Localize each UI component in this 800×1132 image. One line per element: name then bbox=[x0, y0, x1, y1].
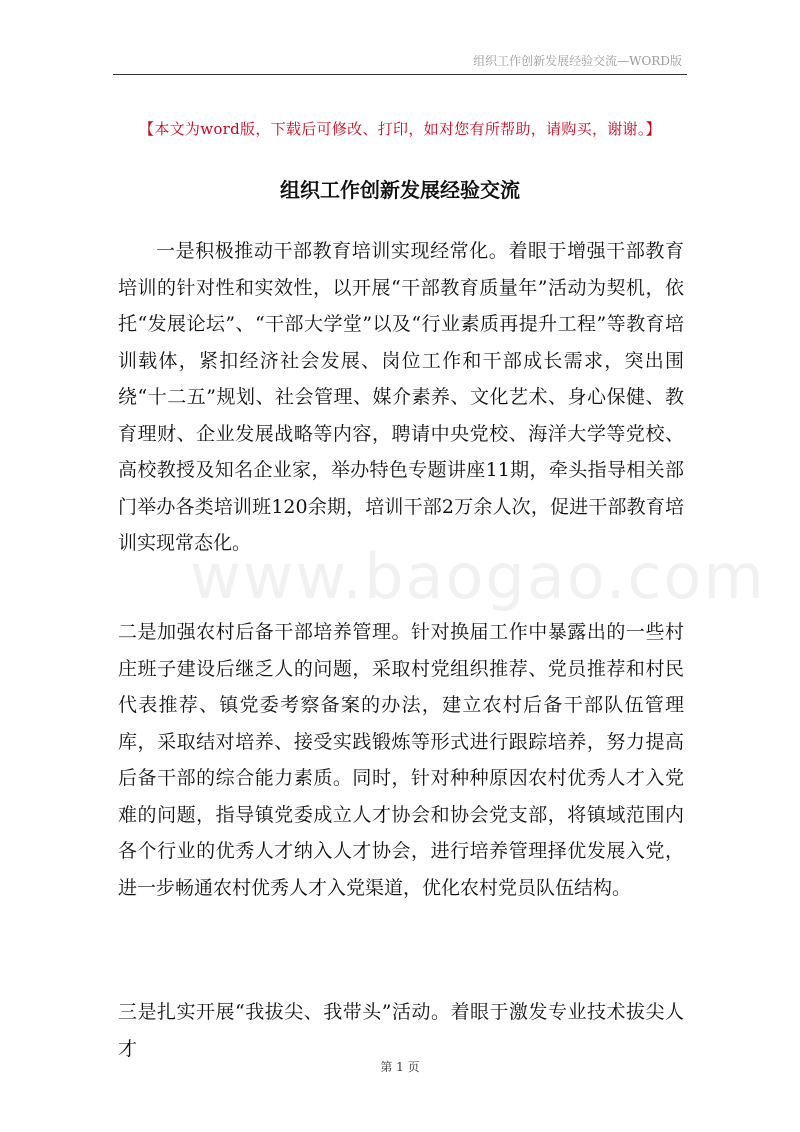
document-title: 组织工作创新发展经验交流 bbox=[280, 178, 520, 202]
watermark: www.baogao.com bbox=[190, 540, 766, 613]
paragraph-2: 二是加强农村后备干部培养管理。针对换届工作中暴露出的一些村庄班子建设后继乏人的问题，采取村党组织推荐、党员推荐和村民代表推荐、镇党委考察备案的办法，建立农村后备干部队伍管理库，采取结对培养、接受实践锻炼等形式进行跟踪培养，努力提高后备干部的综合能力素质。同时，针对种种原因农村优秀人才入党难的问题，指导镇党委成立人才协会和协会党支部，将镇域范围内各个行业的优秀人才纳入人才协会，进行培养管理择优发展入党，进一步畅通农村优秀人才入党渠道，优化农村党员队伍结构。 bbox=[118, 621, 684, 899]
paragraph-3: 三是扎实开展“我拔尖、我带头”活动。着眼于激发专业技术拔尖人才 bbox=[118, 1001, 684, 1060]
paragraph-1: 一是积极推动干部教育培训实现经常化。着眼于增强干部教育培训的针对性和实效性，以开展“干部教育质量年”活动为契机，依托“发展论坛”、“干部大学堂”以及“行业素质再提升工程”等教育培训载体，紧扣经济社会发展、岗位工作和干部成长需求，突出围绕“十二五”规划、社会管理、媒介素养、文化艺术、身心保健、教育理财、企业发展战略等内容，聘请中央党校、海洋大学等党校、高校教授及知名企业家，举办特色专题讲座11期，牵头指导相关部门举办各类培训班120余期，培训干部2万余人次，促进干部教育培训实现常态化。 bbox=[118, 240, 684, 554]
download-notice: 【本文为word版，下载后可修改、打印，如对您有所帮助，请购买，谢谢。】 bbox=[139, 120, 661, 138]
running-header: 组织工作创新发展经验交流—WORD版 bbox=[473, 54, 682, 68]
header-rule bbox=[113, 74, 687, 75]
page-number: 第 1 页 bbox=[380, 1060, 420, 1074]
